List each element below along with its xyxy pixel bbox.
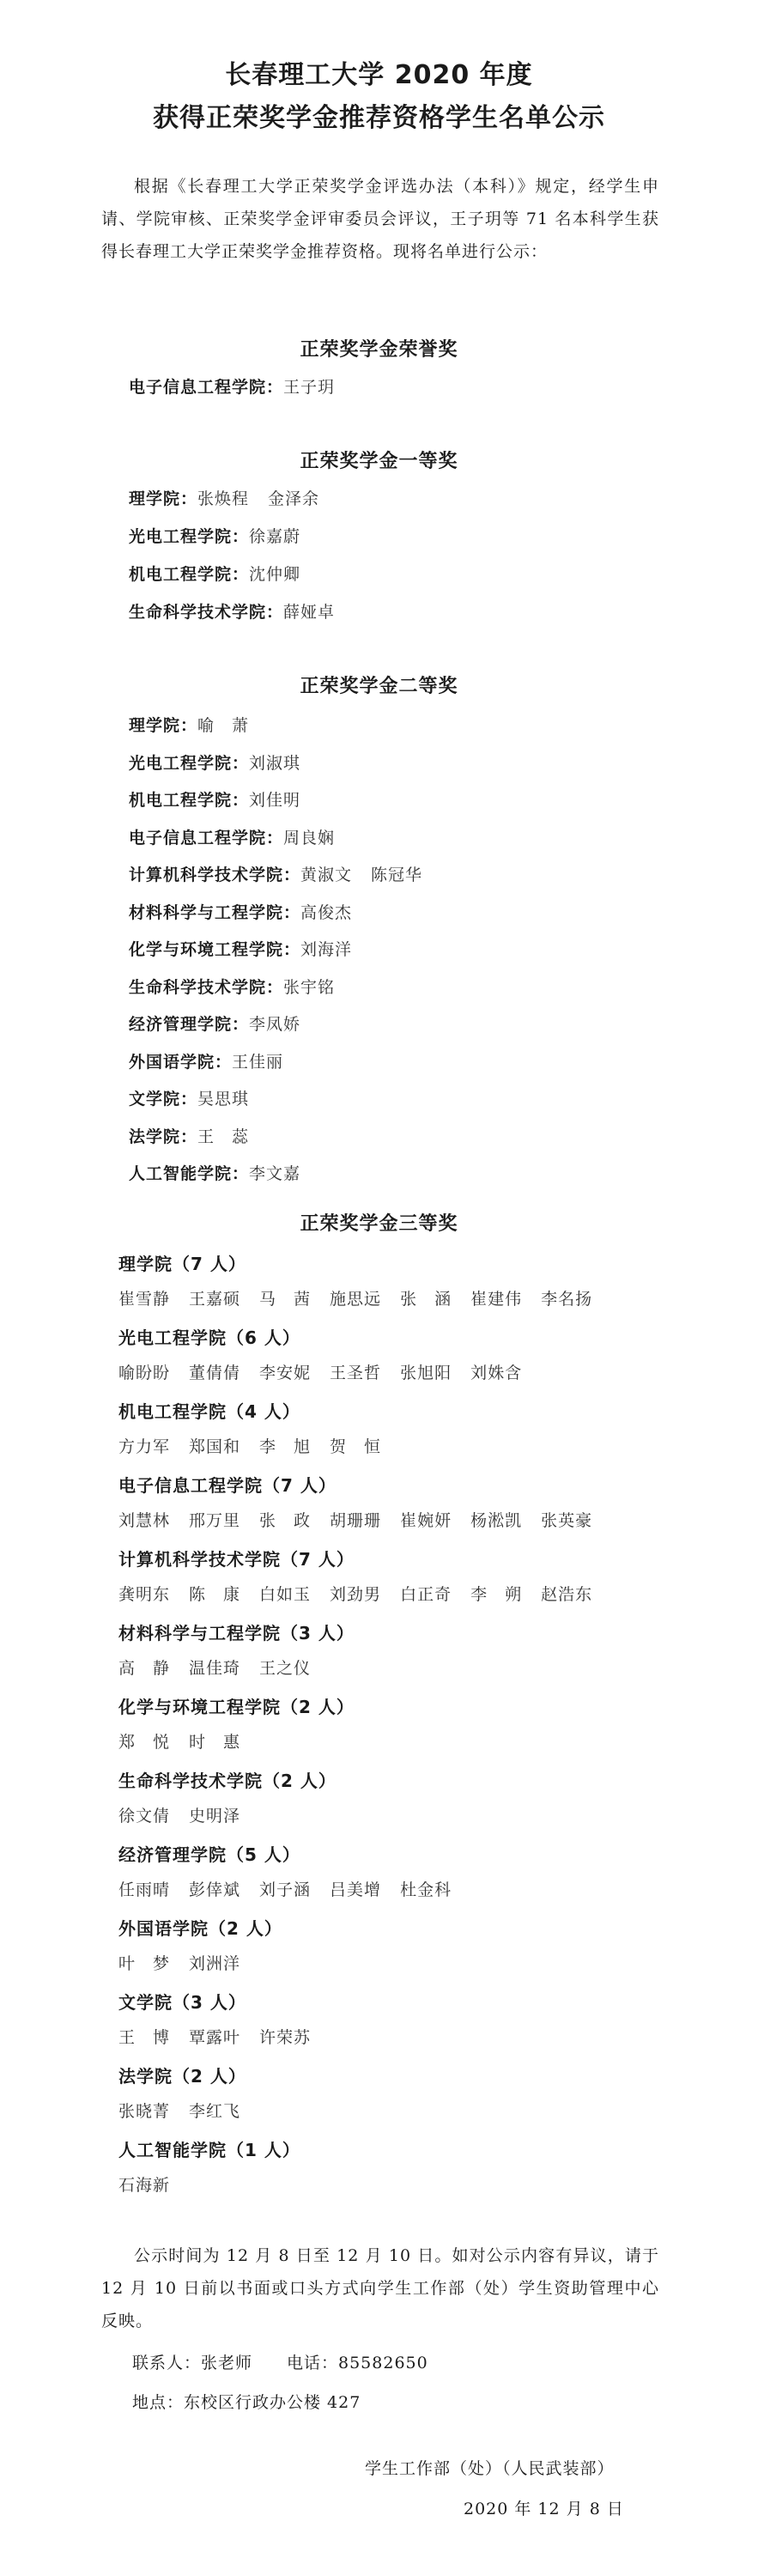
notice-paragraph: 公示时间为 12 月 8 日至 12 月 10 日。如对公示内容有异议，请于 12 月 10 日前以书面或口头方式向学生工作部（处）学生资助管理中心反映。 [101,2246,659,2330]
third-prize-names [118,1286,611,1309]
third-prize-department: 材料科学与工程学院（3 人） [118,1623,355,1643]
honor-title: 正荣奖学金荣誉奖 [300,339,458,361]
third-prize-department: 电子信息工程学院（7 人） [118,1475,337,1496]
second-prize-row [129,713,268,736]
department-label: 电子信息工程学院： [129,378,284,397]
issue-date: 2020 年 12 月 8 日 [464,2500,624,2518]
third-prize-names [118,2025,330,2048]
second-prize-row [129,1049,302,1072]
third-prize-department: 化学与环境工程学院（2 人） [118,1697,355,1717]
student-name: 王圣哲 [330,1364,382,1382]
department-label: 生命科学技术学院： [129,977,284,997]
student-name: 刘洲洋 [189,1954,241,1973]
student-name: 时 惠 [189,1733,241,1752]
student-name: 董倩倩 [189,1364,241,1382]
second-prize-row [129,825,354,848]
student-name: 石海新 [118,2176,171,2195]
third-prize-department: 文学院（3 人） [118,1992,246,2013]
student-name: 彭倖斌 [189,1880,241,1899]
department-label: 材料科学与工程学院： [129,902,301,922]
third-prize-department: 人工智能学院（1 人） [118,2140,300,2160]
student-name: 喻 萧 [197,716,250,735]
first-prize-row [129,562,319,585]
student-name: 张 涵 [400,1290,452,1309]
student-name: 许荣苏 [259,2028,312,2047]
student-name: 王子玥 [283,378,336,397]
third-prize-names [118,1434,400,1457]
student-name: 吕美增 [330,1880,382,1899]
student-name: 刘慧林 [118,1511,171,1530]
third-prize-title: 正荣奖学金三等奖 [300,1213,458,1235]
student-name: 杜金科 [400,1880,452,1899]
student-name: 张晓菁 [118,2102,171,2121]
student-name: 崔建伟 [470,1290,523,1309]
student-name: 沈仲卿 [249,565,301,584]
student-name: 崔婉妍 [400,1511,452,1530]
third-prize-names [118,1508,611,1531]
page-title-line2: 获得正荣奖学金推荐资格学生名单公示 [153,103,605,133]
student-name: 贺 恒 [330,1437,382,1456]
department-label: 外国语学院： [129,1052,233,1072]
student-name: 刘子涵 [259,1880,312,1899]
department-label: 经济管理学院： [129,1015,250,1034]
student-name: 杨淞凯 [470,1511,523,1530]
student-name: 覃露叶 [189,2028,241,2047]
third-prize-names [118,1360,541,1383]
student-name: 喻盼盼 [118,1364,171,1382]
first-prize-title: 正荣奖学金一等奖 [300,451,458,472]
department-label: 计算机科学技术学院： [129,866,301,884]
second-prize-row [129,862,441,885]
third-prize-department: 法学院（2 人） [118,2066,246,2087]
student-name: 任雨晴 [118,1880,171,1899]
honor-row [129,374,354,398]
third-prize-department: 外国语学院（2 人） [118,1918,282,1939]
second-prize-title: 正荣奖学金二等奖 [300,676,458,697]
student-name: 刘劲男 [330,1585,382,1604]
department-label: 电子信息工程学院： [129,828,284,848]
student-name: 王 博 [118,2028,171,2047]
student-name: 黄淑文 [300,866,353,884]
department-label: 人工智能学院： [129,1164,250,1183]
first-prize-row [129,599,354,623]
second-prize-row [129,1124,268,1147]
student-name: 李凤娇 [249,1015,301,1034]
student-name: 施思远 [330,1290,382,1309]
student-name: 李 旭 [259,1437,312,1456]
student-name: 郑 悦 [118,1733,171,1752]
student-name: 史明泽 [189,1807,241,1826]
student-name: 李 朔 [470,1585,523,1604]
department-label: 理学院： [129,489,198,508]
student-name: 王嘉硕 [189,1290,241,1309]
student-name: 高俊杰 [300,902,353,922]
third-prize-names [118,1582,611,1605]
student-name: 邢万里 [189,1511,241,1530]
student-name: 刘姝含 [470,1364,523,1382]
student-name: 李红飞 [189,2102,241,2121]
third-prize-names [118,1803,259,1826]
student-name: 李安妮 [259,1364,312,1382]
student-name: 陈 康 [189,1585,241,1604]
third-prize-department: 机电工程学院（4 人） [118,1401,300,1422]
department-label: 机电工程学院： [129,791,250,810]
student-name: 刘佳明 [249,791,301,810]
department-label: 机电工程学院： [129,565,250,584]
student-name: 刘淑琪 [249,753,301,773]
first-prize-row [129,524,319,547]
second-prize-row [129,1161,319,1184]
student-name: 周良娴 [283,828,336,848]
student-name: 龚明东 [118,1585,171,1604]
student-name: 徐文倩 [118,1807,171,1826]
third-prize-department: 光电工程学院（6 人） [118,1327,300,1348]
student-name: 崔雪静 [118,1290,171,1309]
third-prize-department: 计算机科学技术学院（7 人） [118,1549,355,1570]
student-name: 王佳丽 [232,1052,284,1072]
third-prize-names [118,2099,259,2122]
third-prize-names [118,1951,259,1974]
student-name: 张 政 [259,1511,312,1530]
second-prize-row [129,750,319,774]
third-prize-names [118,1656,330,1679]
second-prize-row [129,900,371,923]
second-prize-row [129,975,354,998]
student-name: 金泽余 [268,489,320,508]
department-label: 生命科学技术学院： [129,603,284,622]
second-prize-row [129,1086,268,1109]
student-name: 张宇铭 [283,977,336,997]
student-name: 吴思琪 [197,1090,250,1109]
student-name: 温佳琦 [189,1659,241,1678]
student-name: 张焕程 [197,489,250,508]
student-name: 赵浩东 [541,1585,593,1604]
student-name: 王之仪 [259,1659,312,1678]
department-label: 化学与环境工程学院： [129,940,301,959]
department-label: 文学院： [129,1090,198,1109]
student-name: 马 茜 [259,1290,312,1309]
first-prize-row [129,486,338,509]
third-prize-names [118,1729,259,1753]
student-name: 李名扬 [541,1290,593,1309]
student-name: 白如玉 [259,1585,312,1604]
student-name: 刘海洋 [300,940,353,959]
third-prize-names [118,1877,470,1900]
department-label: 光电工程学院： [129,753,250,773]
student-name: 徐嘉蔚 [249,527,301,546]
student-name: 高 静 [118,1659,171,1678]
address-line: 地点：东校区行政办公楼 427 [132,2393,361,2412]
third-prize-names [118,2172,189,2196]
student-name: 郑国和 [189,1437,241,1456]
student-name: 王 蕊 [197,1127,250,1146]
student-name: 方力军 [118,1437,171,1456]
department-label: 理学院： [129,716,198,735]
student-name: 张英豪 [541,1511,593,1530]
contact-line: 联系人：张老师 电话：85582650 [132,2354,428,2372]
second-prize-row [129,1012,319,1035]
student-name: 叶 梦 [118,1954,171,1973]
student-name: 李文嘉 [249,1164,301,1183]
department-label: 法学院： [129,1127,198,1146]
second-prize-row [129,937,371,960]
student-name: 张旭阳 [400,1364,452,1382]
third-prize-department: 生命科学技术学院（2 人） [118,1771,337,1791]
page-title-line1: 长春理工大学 2020 年度 [225,60,533,90]
student-name: 白正奇 [400,1585,452,1604]
student-name: 薛娅卓 [283,603,336,622]
third-prize-department: 经济管理学院（5 人） [118,1844,300,1865]
second-prize-row [129,787,319,811]
third-prize-department: 理学院（7 人） [118,1254,246,1274]
department-label: 光电工程学院： [129,527,250,546]
student-name: 胡珊珊 [330,1511,382,1530]
student-name: 陈冠华 [371,866,423,884]
intro-paragraph: 根据《长春理工大学正荣奖学金评选办法（本科）》规定，经学生申请、学院审核、正荣奖学金评审委员会评议，王子玥等 71 名本科学生获得长春理工大学正荣奖学金推荐资格。现将名单进行公示： [101,177,659,261]
issuing-office: 学生工作部（处）（人民武装部） [365,2459,615,2478]
